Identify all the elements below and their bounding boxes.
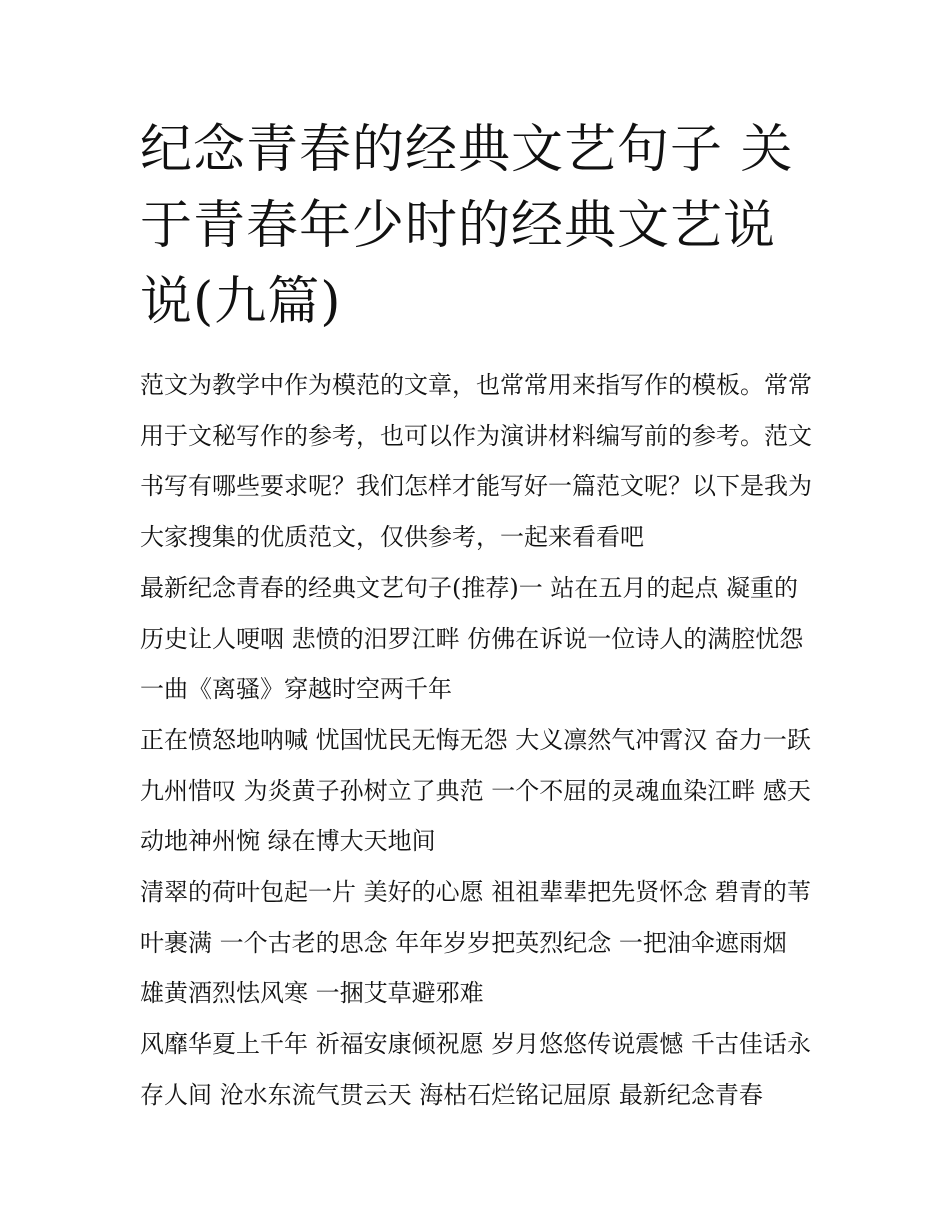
document-page [140, 112, 812, 1121]
paragraph-4: 风靡华夏上千年 祈福安康倾祝愿 岁月悠悠传说震憾 千古佳话永存人间 沧水东流气贯云天 海枯石烂铭记屈原 最新纪念青春 [140, 1030, 811, 1109]
document-title: 纪念青春的经典文艺句子 关于青春年少时的经典文艺说说(九篇) [140, 120, 794, 332]
paragraph-1: 最新纪念青春的经典文艺句子(推荐)一 站在五月的起点 凝重的历史让人哽咽 悲愤的汨罗江畔 仿佛在诉说一位诗人的满腔忧怨 一曲《离骚》穿越时空两千年 [140, 573, 804, 704]
paragraph-intro: 范文为教学中作为模范的文章，也常常用来指写作的模板。常常用于文秘写作的参考，也可以作为演讲材料编写前的参考。范文书写有哪些要求呢？我们怎样才能写好一篇范文呢？以下是我为大家搜集的优质范文，仅供参考，一起来看看吧 [140, 371, 812, 552]
document-body [140, 360, 812, 1121]
paragraph-3: 清翠的荷叶包起一片 美好的心愿 祖祖辈辈把先贤怀念 碧青的苇叶裹满 一个古老的思念 年年岁岁把英烈纪念 一把油伞遮雨烟 雄黄酒烈怯风寒 一捆艾草避邪难 [140, 878, 811, 1008]
paragraph-2: 正在愤怒地呐喊 忧国忧民无悔无怨 大义凛然气冲霄汉 奋力一跃九州惜叹 为炎黄子孙树立了典范 一个不屈的灵魂血染江畔 感天动地神州惋 绿在博大天地间 [140, 725, 811, 856]
